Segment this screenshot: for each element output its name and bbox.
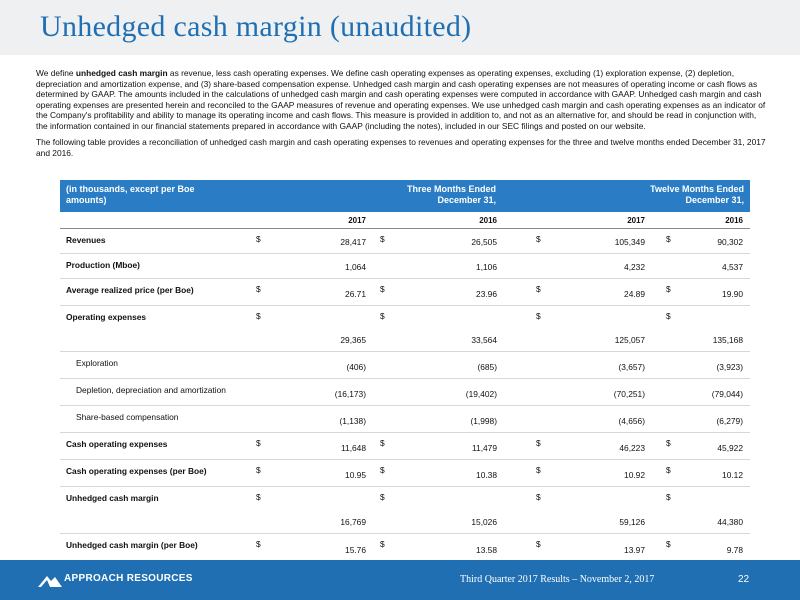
dollar-sign: $	[666, 234, 671, 244]
dollar-sign: $	[666, 284, 671, 294]
row-label: Cash operating expenses	[66, 439, 168, 449]
dollar-sign: $	[380, 492, 385, 502]
footer-brand: APPROACH RESOURCES	[64, 573, 193, 584]
dollar-sign: $	[536, 284, 541, 294]
dollar-sign: $	[380, 539, 385, 549]
intro-paragraph-1	[36, 68, 766, 132]
cell-value: 44,380	[717, 517, 743, 527]
cell-value: (6,279)	[716, 416, 743, 426]
cell-value: 4,232	[624, 262, 645, 272]
row-label: Unhedged cash margin	[66, 493, 159, 503]
cell-value: (1,998)	[470, 416, 497, 426]
cell-value: 45,922	[717, 443, 743, 453]
cell-value: 28,417	[340, 237, 366, 247]
cell-value: 125,057	[614, 335, 645, 345]
row-label: Production (Mboe)	[66, 260, 140, 270]
dollar-sign: $	[380, 234, 385, 244]
year-header: 2016	[725, 216, 743, 225]
table-header	[60, 180, 750, 212]
dollar-sign: $	[536, 311, 541, 321]
cell-value: (4,656)	[618, 416, 645, 426]
cell-value: 13.58	[476, 545, 497, 555]
reconciliation-table	[60, 180, 750, 561]
dollar-sign: $	[536, 465, 541, 475]
intro-paragraph-2: The following table provides a reconciliation of unhedged cash margin and cash operating expenses to revenues and operating expenses for the three and twelve months ended December 31, 2017 and 2016.	[36, 137, 766, 158]
dollar-sign: $	[380, 438, 385, 448]
title-bar	[0, 0, 800, 55]
cell-value: (70,251)	[613, 389, 645, 399]
cell-value: 26,505	[471, 237, 497, 247]
footer-subtitle: Third Quarter 2017 Results – November 2, 2017	[460, 574, 655, 585]
cell-value: 15,026	[471, 517, 497, 527]
dollar-sign: $	[256, 539, 261, 549]
cell-value: (79,044)	[711, 389, 743, 399]
cell-value: (3,657)	[618, 362, 645, 372]
year-header: 2016	[479, 216, 497, 225]
table-body	[60, 229, 750, 561]
page-number: 22	[738, 574, 750, 585]
intro-p1-pre: We define	[36, 68, 76, 78]
table-row	[60, 406, 750, 433]
cell-value: 1,106	[476, 262, 497, 272]
cell-value: 24.89	[624, 289, 645, 299]
cell-value: (685)	[477, 362, 497, 372]
cell-value: 10.12	[722, 470, 743, 480]
cell-value: 19.90	[722, 289, 743, 299]
cell-value: (16,173)	[334, 389, 366, 399]
cell-value: 10.95	[345, 470, 366, 480]
row-label: Unhedged cash margin (per Boe)	[66, 540, 198, 550]
cell-value: 23.96	[476, 289, 497, 299]
cell-value: (406)	[346, 362, 366, 372]
cell-value: 46,223	[619, 443, 645, 453]
cell-value: 9.78	[726, 545, 743, 555]
cell-value: 59,126	[619, 517, 645, 527]
dollar-sign: $	[380, 284, 385, 294]
intro-p1-post: as revenue, less cash operating expenses. We define cash operating expenses as operating expenses, excluding (1) exploration expense, (2) depletion, depreciation and amortization expense, and (3) share-based compensation expense. Unhedged cash margin and cash operating expenses are not measures of operating income or cash flows as determined by GAAP. The amounts included in the calculations of unhedged cash margin and cash operating expenses were computed in accordance with GAAP. Unhedged cash margin and cash operating expenses are presented herein and reconciled to the GAAP measures of revenue and operating expenses. We use unhedged cash margin and cash operating expenses as an indicator of the Company's profitability and ability to manage its operating income and cash flows. This measure is provided in addition to, and not as an alternative for, and should be read in conjunction with, the information contained in our financial statements prepared in accordance with GAAP (including the notes), included in our SEC filings and posted on our website.	[36, 68, 766, 131]
year-header: 2017	[348, 216, 366, 225]
dollar-sign: $	[256, 438, 261, 448]
intro-text	[36, 68, 766, 164]
approach-logo-icon	[38, 572, 62, 588]
dollar-sign: $	[536, 492, 541, 502]
dollar-sign: $	[666, 539, 671, 549]
header-three-months: Three Months Ended December 31,	[406, 184, 496, 205]
years-row	[60, 212, 750, 229]
cell-value: 4,537	[722, 262, 743, 272]
cell-value: (1,138)	[339, 416, 366, 426]
dollar-sign: $	[536, 234, 541, 244]
dollar-sign: $	[256, 234, 261, 244]
dollar-sign: $	[666, 311, 671, 321]
intro-p1-term: unhedged cash margin	[75, 68, 168, 78]
dollar-sign: $	[536, 438, 541, 448]
dollar-sign: $	[256, 492, 261, 502]
table-row	[60, 460, 750, 487]
cell-value: 135,168	[712, 335, 743, 345]
dollar-sign: $	[380, 465, 385, 475]
table-row	[60, 254, 750, 279]
cell-value: 29,365	[340, 335, 366, 345]
header-twelve-months: Twelve Months Ended December 31,	[650, 184, 744, 205]
table-row	[60, 352, 750, 379]
cell-value: 105,349	[614, 237, 645, 247]
row-label: Depletion, depreciation and amortization	[76, 385, 226, 395]
row-label: Operating expenses	[66, 312, 147, 322]
row-label: Cash operating expenses (per Boe)	[66, 466, 207, 476]
cell-value: 11,479	[472, 443, 497, 453]
cell-value: (19,402)	[465, 389, 497, 399]
dollar-sign: $	[256, 284, 261, 294]
row-label: Revenues	[66, 235, 106, 245]
cell-value: (3,923)	[716, 362, 743, 372]
dollar-sign: $	[536, 539, 541, 549]
dollar-sign: $	[256, 465, 261, 475]
cell-value: 13.97	[624, 545, 645, 555]
dollar-sign: $	[380, 311, 385, 321]
table-row	[60, 306, 750, 352]
cell-value: 33,564	[471, 335, 497, 345]
footer-bar	[0, 560, 800, 600]
year-header: 2017	[627, 216, 645, 225]
header-label: (in thousands, except per Boe amounts)	[66, 184, 195, 205]
dollar-sign: $	[256, 311, 261, 321]
row-label: Exploration	[76, 358, 118, 368]
cell-value: 10.38	[476, 470, 497, 480]
row-label: Share-based compensation	[76, 412, 179, 422]
cell-value: 1,064	[345, 262, 366, 272]
cell-value: 15.76	[345, 545, 366, 555]
page-title: Unhedged cash margin (unaudited)	[40, 10, 472, 43]
cell-value: 26.71	[345, 289, 366, 299]
cell-value: 10.92	[624, 470, 645, 480]
cell-value: 11,648	[341, 443, 366, 453]
cell-value: 90,302	[717, 237, 743, 247]
row-label: Average realized price (per Boe)	[66, 285, 194, 295]
table-row	[60, 229, 750, 254]
table-row	[60, 379, 750, 406]
table-row	[60, 433, 750, 460]
table-row	[60, 534, 750, 561]
cell-value: 16,769	[340, 517, 366, 527]
dollar-sign: $	[666, 492, 671, 502]
dollar-sign: $	[666, 465, 671, 475]
dollar-sign: $	[666, 438, 671, 448]
table-row	[60, 487, 750, 534]
table-row	[60, 279, 750, 306]
